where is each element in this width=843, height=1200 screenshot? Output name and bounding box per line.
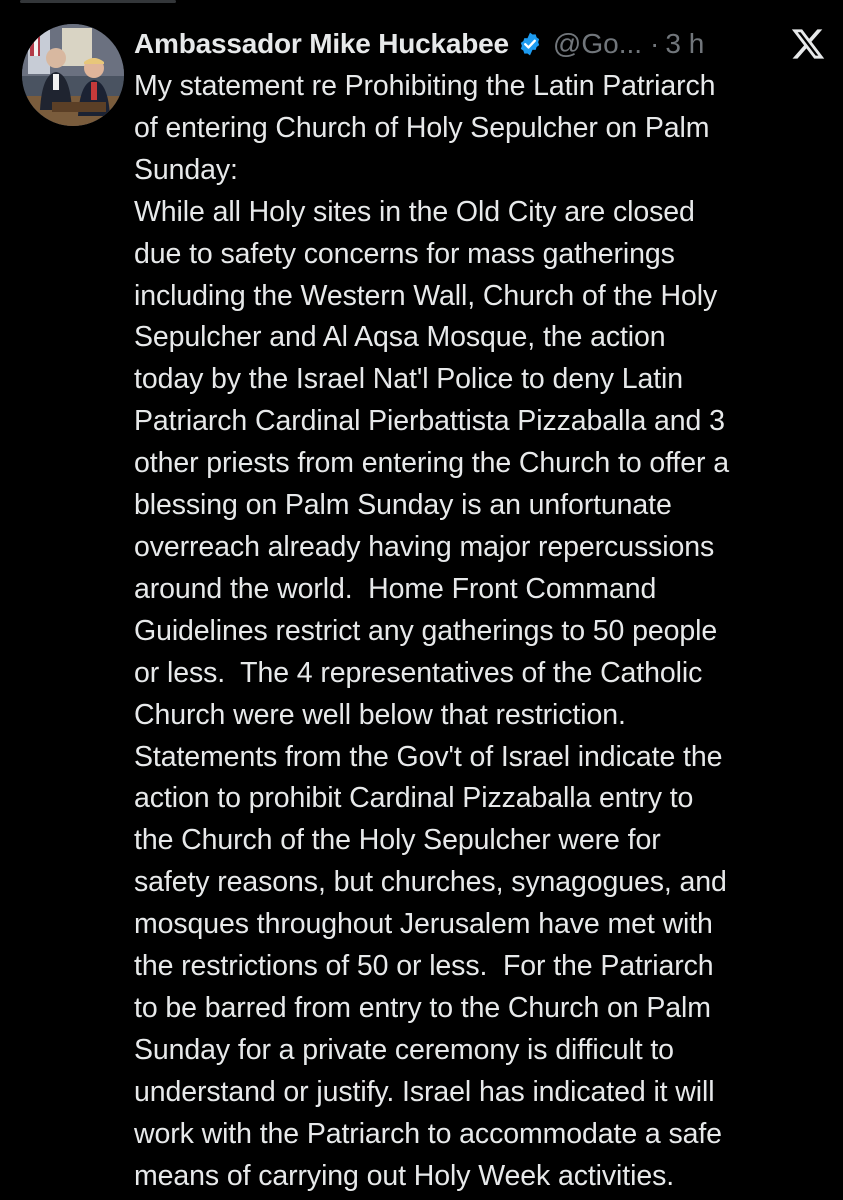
post-text-line: understand or justify. Israel has indicated it will bbox=[134, 1075, 715, 1108]
post-text-line: mosques throughout Jerusalem have met with bbox=[134, 908, 713, 941]
post-text-line: including the Western Wall, Church of the Holy bbox=[134, 279, 718, 312]
post-text-line: of entering Church of Holy Sepulcher on Palm bbox=[134, 111, 710, 144]
post-text-line: Church were well below that restriction. bbox=[134, 698, 626, 731]
post-text-line: today by the Israel Nat'l Police to deny Latin bbox=[134, 363, 683, 396]
post-text-line: the Church of the Holy Sepulcher were for bbox=[134, 824, 661, 857]
post-timestamp[interactable]: 3 h bbox=[665, 28, 705, 59]
post-text-line: safety reasons, but churches, synagogues, and bbox=[134, 866, 727, 899]
post-text-line: means of carrying out Holy Week activities. bbox=[134, 1159, 675, 1192]
meta-separator: · bbox=[650, 28, 660, 59]
post-text-line: While all Holy sites in the Old City are closed bbox=[134, 195, 695, 228]
verified-badge-icon bbox=[517, 31, 543, 57]
x-logo-icon[interactable] bbox=[790, 26, 826, 62]
avatar[interactable] bbox=[22, 24, 124, 126]
post-text bbox=[134, 66, 834, 1197]
post-text-line: Statements from the Gov't of Israel indicate the bbox=[134, 740, 723, 773]
post-text-line: Sunday: bbox=[134, 153, 238, 186]
author-display-name[interactable]: Ambassador Mike Huckabee bbox=[134, 28, 509, 59]
post-text-line: Guidelines restrict any gatherings to 50 people bbox=[134, 614, 718, 647]
post-text-line: to be barred from entry to the Church on Palm bbox=[134, 991, 711, 1024]
post-text-line: other priests from entering the Church to offer a bbox=[134, 447, 729, 480]
post-text-line: Patriarch Cardinal Pierbattista Pizzaballa and 3 bbox=[134, 405, 725, 438]
post-text-line: around the world. Home Front Command bbox=[134, 572, 657, 605]
post-text-line: blessing on Palm Sunday is an unfortunate bbox=[134, 489, 672, 522]
post-text-line: My statement re Prohibiting the Latin Patriarch bbox=[134, 70, 716, 102]
author-handle[interactable]: @Go... bbox=[552, 28, 643, 59]
post-text-line: work with the Patriarch to accommodate a safe bbox=[134, 1117, 722, 1150]
post-text-line: or less. The 4 representatives of the Catholic bbox=[134, 656, 703, 689]
post-text-line: overreach already having major repercussions bbox=[134, 530, 715, 563]
post-text-line: due to safety concerns for mass gatherings bbox=[134, 237, 675, 270]
post-header bbox=[134, 22, 834, 66]
post-text-line: Sunday for a private ceremony is difficult to bbox=[134, 1033, 674, 1066]
post-text-line: the restrictions of 50 or less. For the Patriarch bbox=[134, 950, 714, 983]
post-text-line: action to prohibit Cardinal Pizzaballa entry to bbox=[134, 782, 694, 815]
post-text-line: Sepulcher and Al Aqsa Mosque, the action bbox=[134, 321, 666, 354]
profile-photo bbox=[22, 24, 124, 126]
